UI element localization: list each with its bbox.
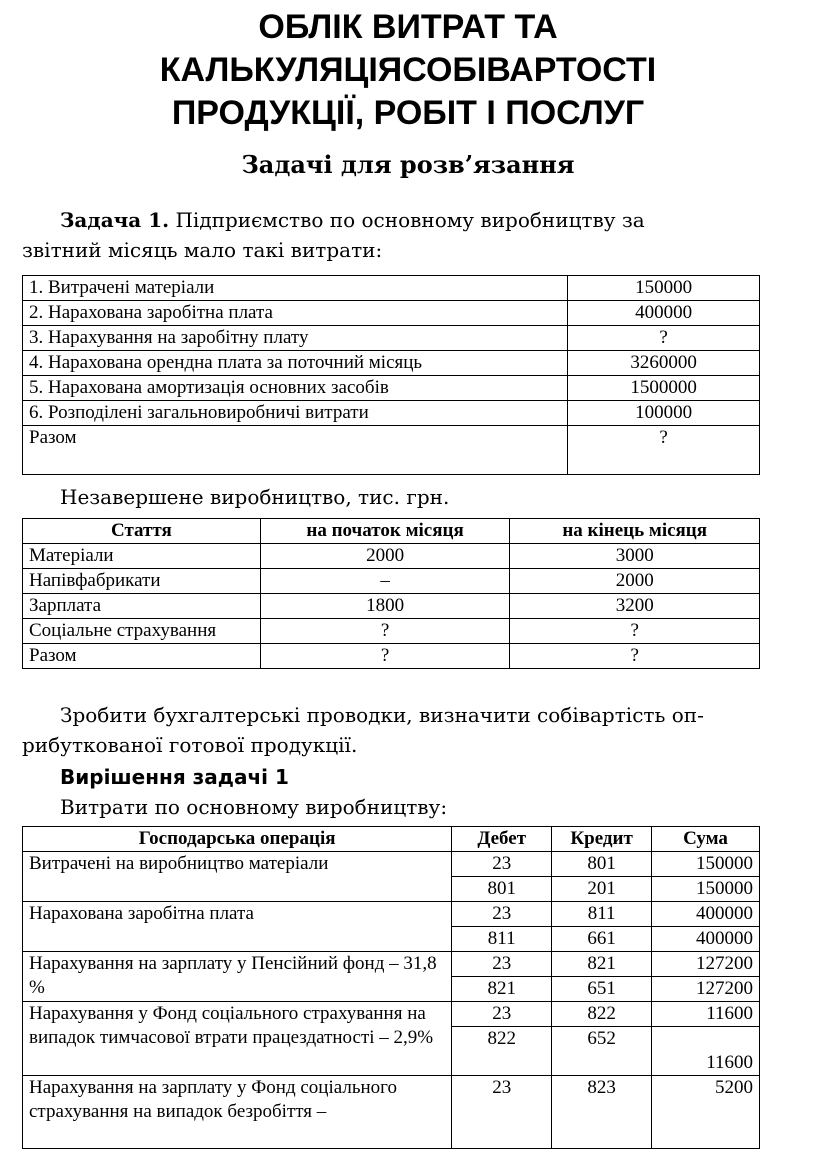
ops-debit-cell: 23 xyxy=(452,852,552,877)
title-line-3: ПРОДУКЦІЇ, РОБІТ І ПОСЛУГ xyxy=(171,94,645,132)
ops-sum-cell: 11600 xyxy=(652,1027,760,1076)
table-row xyxy=(23,276,760,301)
wip-start-cell: 2000 xyxy=(260,544,510,569)
wip-start-cell: ? xyxy=(260,644,510,669)
wip-end-cell: ? xyxy=(510,644,760,669)
task-1-paragraph xyxy=(22,205,762,235)
ops-operation-cell: Нарахування на зарплату у Фонд соціального страхування на випадок безробіття – xyxy=(23,1076,452,1149)
solution-title: Вирішення задачі 1 xyxy=(60,765,289,789)
ops-credit-cell: 823 xyxy=(552,1076,652,1149)
ops-credit-cell: 801 xyxy=(552,852,652,877)
cost-value-cell: 1500000 xyxy=(568,376,760,401)
ops-sum-cell: 400000 xyxy=(652,902,760,927)
wip-end-cell: ? xyxy=(510,619,760,644)
ops-debit-cell: 811 xyxy=(452,927,552,952)
cost-item-cell: 1. Витрачені матеріали xyxy=(23,276,568,301)
section-subtitle: Задачі для розв’язання xyxy=(241,150,575,179)
wip-start-cell: 1800 xyxy=(260,594,510,619)
table-row xyxy=(23,376,760,401)
task-1-text-1: Підприємство по основному виробництву за xyxy=(169,208,645,232)
table-row xyxy=(23,301,760,326)
ops-debit-cell: 23 xyxy=(452,952,552,977)
wip-caption: Незавершене виробництво, тис. грн. xyxy=(60,485,450,509)
cost-item-cell: 2. Нарахована заробітна плата xyxy=(23,301,568,326)
ops-debit-cell: 822 xyxy=(452,1027,552,1076)
wip-start-cell: – xyxy=(260,569,510,594)
table-row xyxy=(23,619,760,644)
instruction-line-2: рибуткованої готової продукції. xyxy=(22,733,358,757)
title-line-2: КАЛЬКУЛЯЦІЯСОБІВАРТОСТІ xyxy=(159,51,657,89)
ops-sum-cell: 150000 xyxy=(652,877,760,902)
table-row xyxy=(23,351,760,376)
ops-operation-cell: Нарахування у Фонд соціального страхування на випадок тимчасової втрати працездатності – 2,9% xyxy=(23,1002,452,1076)
cost-value-cell: 3260000 xyxy=(568,351,760,376)
ops-credit-cell: 811 xyxy=(552,902,652,927)
cost-value-cell: ? xyxy=(568,426,760,475)
ops-debit-cell: 801 xyxy=(452,877,552,902)
title-line-1: ОБЛІК ВИТРАТ ТА xyxy=(258,8,558,46)
wip-table xyxy=(22,518,760,669)
costs-table xyxy=(22,275,760,475)
table-row xyxy=(23,1076,760,1149)
ops-header-cell: Сума xyxy=(652,827,760,852)
wip-header-cell: на початок місяця xyxy=(260,519,510,544)
table-row xyxy=(23,1002,760,1027)
ops-header-cell: Господарська операція xyxy=(23,827,452,852)
cost-value-cell: ? xyxy=(568,326,760,351)
table-row xyxy=(23,902,760,927)
ops-debit-cell: 23 xyxy=(452,902,552,927)
ops-operation-cell: Нарахована заробітна плата xyxy=(23,902,452,952)
ops-sum-cell: 5200 xyxy=(652,1076,760,1149)
task-1-label: Задача 1. xyxy=(60,208,170,232)
wip-item-cell: Разом xyxy=(23,644,261,669)
cost-item-cell: Разом xyxy=(23,426,568,475)
table-row xyxy=(23,426,760,475)
table-row xyxy=(23,544,760,569)
wip-end-cell: 2000 xyxy=(510,569,760,594)
wip-item-cell: Матеріали xyxy=(23,544,261,569)
table-row xyxy=(23,569,760,594)
cost-item-cell: 4. Нарахована орендна плата за поточний місяць xyxy=(23,351,568,376)
ops-credit-cell: 822 xyxy=(552,1002,652,1027)
cost-item-cell: 3. Нарахування на заробітну плату xyxy=(23,326,568,351)
cost-value-cell: 100000 xyxy=(568,401,760,426)
cost-item-cell: 6. Розподілені загальновиробничі витрати xyxy=(23,401,568,426)
table-row xyxy=(23,594,760,619)
ops-debit-cell: 821 xyxy=(452,977,552,1002)
ops-sum-cell: 11600 xyxy=(652,1002,760,1027)
table-row xyxy=(23,644,760,669)
solution-caption: Витрати по основному виробництву: xyxy=(60,795,448,819)
wip-header-cell: Стаття xyxy=(23,519,261,544)
table-row xyxy=(23,852,760,877)
ops-operation-cell: Витрачені на виробництво матеріали xyxy=(23,852,452,902)
wip-item-cell: Напівфабрикати xyxy=(23,569,261,594)
table-row xyxy=(23,326,760,351)
ops-sum-cell: 150000 xyxy=(652,852,760,877)
task-1-text-2: звітний місяць мало такі витрати: xyxy=(22,238,383,262)
cost-item-cell: 5. Нарахована амортизація основних засобів xyxy=(23,376,568,401)
ops-header-cell: Дебет xyxy=(452,827,552,852)
ops-header-cell: Кредит xyxy=(552,827,652,852)
table-row xyxy=(23,401,760,426)
wip-item-cell: Зарплата xyxy=(23,594,261,619)
operations-table xyxy=(22,826,760,1149)
ops-sum-cell: 400000 xyxy=(652,927,760,952)
cost-value-cell: 400000 xyxy=(568,301,760,326)
wip-item-cell: Соціальне страхування xyxy=(23,619,261,644)
cost-value-cell: 150000 xyxy=(568,276,760,301)
ops-credit-cell: 651 xyxy=(552,977,652,1002)
ops-credit-cell: 201 xyxy=(552,877,652,902)
table-row xyxy=(23,952,760,977)
instruction-line-1: Зробити бухгалтерські проводки, визначити собівартість оп- xyxy=(60,703,704,727)
ops-credit-cell: 821 xyxy=(552,952,652,977)
ops-debit-cell: 23 xyxy=(452,1002,552,1027)
ops-credit-cell: 652 xyxy=(552,1027,652,1076)
ops-operation-cell: Нарахування на зарплату у Пенсійний фонд – 31,8 % xyxy=(23,952,452,1002)
wip-start-cell: ? xyxy=(260,619,510,644)
ops-sum-cell: 127200 xyxy=(652,977,760,1002)
wip-end-cell: 3200 xyxy=(510,594,760,619)
wip-end-cell: 3000 xyxy=(510,544,760,569)
ops-debit-cell: 23 xyxy=(452,1076,552,1149)
wip-header-cell: на кінець місяця xyxy=(510,519,760,544)
ops-sum-cell: 127200 xyxy=(652,952,760,977)
ops-credit-cell: 661 xyxy=(552,927,652,952)
